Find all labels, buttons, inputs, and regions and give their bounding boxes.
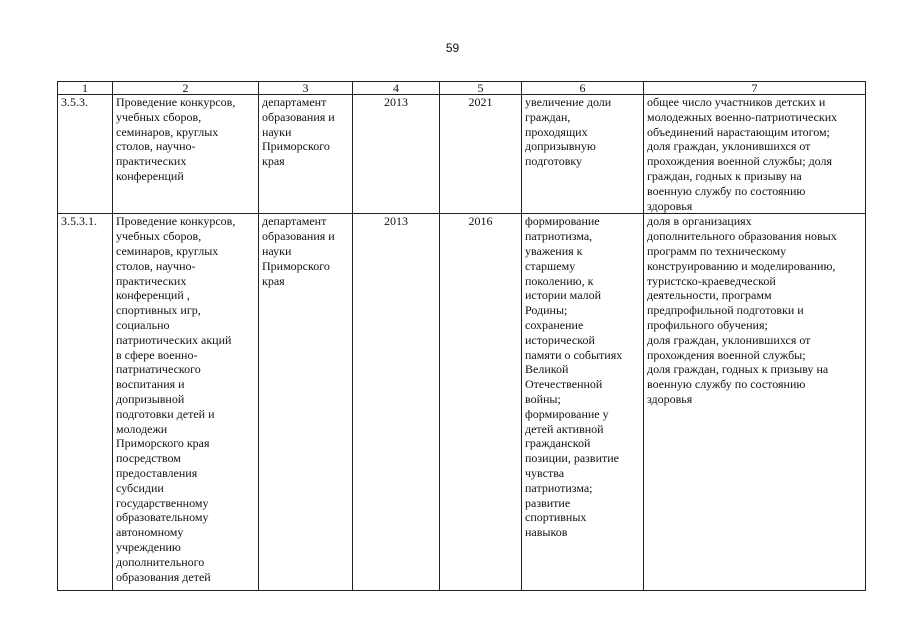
indicators: общее число участников детских и молодежных военно-патриотических объединений нарастающим итогом; доля граждан, уклонившихся от прохождения военной службы; доля граждан, годных к призыву на военную службу по состоянию здоровья xyxy=(644,95,866,214)
end-year: 2016 xyxy=(440,214,522,591)
column-header-7: 7 xyxy=(644,82,866,95)
activity-name: Проведение конкурсов, учебных сборов, семинаров, круглых столов, научно- практических конференций xyxy=(113,95,259,214)
column-header-6: 6 xyxy=(522,82,644,95)
table-row xyxy=(58,95,866,214)
row-number: 3.5.3.1. xyxy=(58,214,113,591)
indicators: доля в организациях дополнительного образования новых программ по техническому конструированию и моделированию, туристско-краеведческой деятельности, программ предпрофильной подготовки и профильного обучения; доля граждан, уклонившихся от прохождения военной службы; доля граждан, годных к призыву на военную службу по состоянию здоровья xyxy=(644,214,866,591)
column-header-3: 3 xyxy=(259,82,353,95)
executor: департамент образования и науки Приморского края xyxy=(259,95,353,214)
program-table xyxy=(57,81,866,591)
column-header-2: 2 xyxy=(113,82,259,95)
column-number-row xyxy=(58,82,866,95)
column-header-5: 5 xyxy=(440,82,522,95)
start-year: 2013 xyxy=(353,214,440,591)
expected-result: увеличение доли граждан, проходящих допризывную подготовку xyxy=(522,95,644,214)
row-number: 3.5.3. xyxy=(58,95,113,214)
end-year: 2021 xyxy=(440,95,522,214)
column-header-4: 4 xyxy=(353,82,440,95)
activity-name: Проведение конкурсов, учебных сборов, семинаров, круглых столов, научно- практических конференций , спортивных игр, социально патриотических акций в сфере военно- патриатического воспитания и допризывной подготовки детей и молодежи Приморского края посредством предоставления субсидии государственному образовательному автономному учреждению дополнительного образования детей xyxy=(113,214,259,591)
executor: департамент образования и науки Приморского края xyxy=(259,214,353,591)
expected-result: формирование патриотизма, уважения к старшему поколению, к истории малой Родины; сохранение исторической памяти о событиях Великой Отечественной войны; формирование у детей активной гражданской позиции, развитие чувства патриотизма; развитие спортивных навыков xyxy=(522,214,644,591)
table-row xyxy=(58,214,866,591)
column-header-1: 1 xyxy=(58,82,113,95)
page-number: 59 xyxy=(445,41,460,55)
start-year: 2013 xyxy=(353,95,440,214)
